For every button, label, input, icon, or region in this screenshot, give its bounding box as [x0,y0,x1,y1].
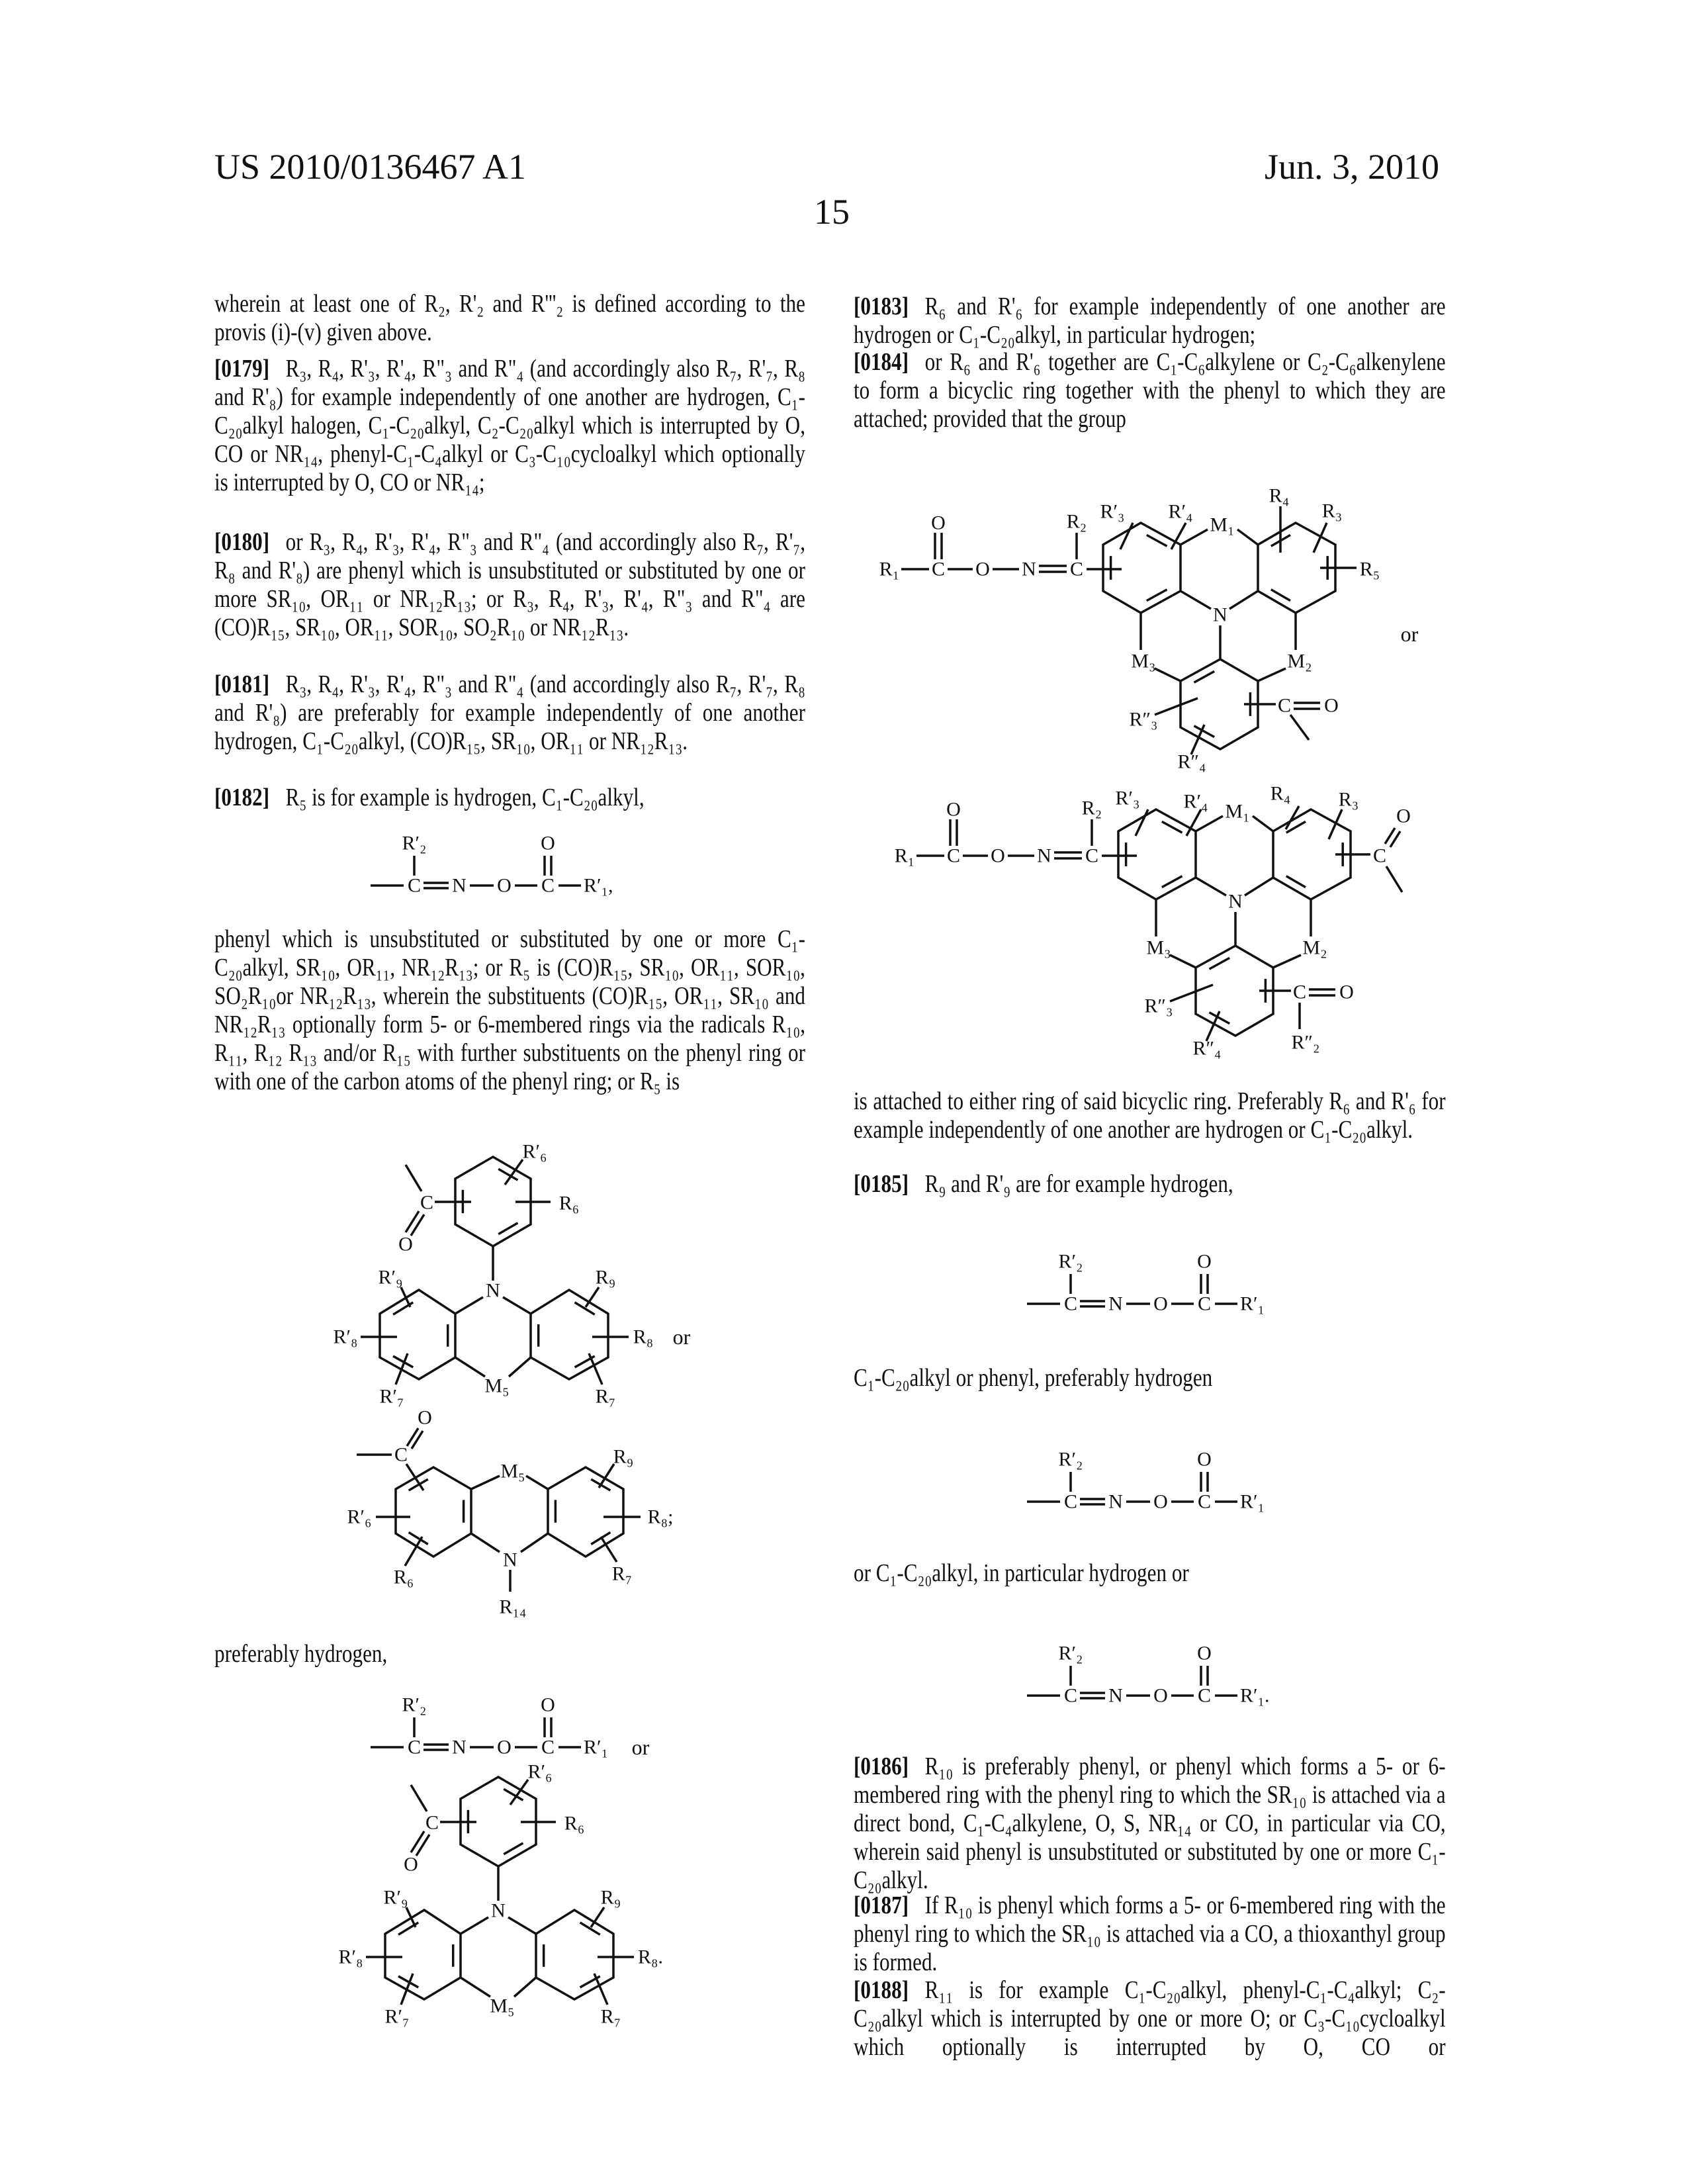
atom-label: R₄ [1269,485,1289,507]
paragraph-text: R₁₁ is for example C₁-C₂₀alkyl, phenyl-C₁-C₄alkyl; C₂-C₂₀alkyl which is interrupted by one or more O; or C₃-C₁₀cycloalkyl which optionally is interrupted by O, CO or [854,1976,1446,2061]
atom-label: R₇ [612,1563,632,1585]
atom-label: R′₁ [1240,1293,1265,1315]
atom-label: O [1324,695,1339,717]
paragraph-number: [0179] [214,355,269,383]
atom-label: R′₆ [522,1141,547,1163]
atom-label: O [1153,1491,1168,1513]
patent-number: US 2010/0136467 A1 [214,147,526,187]
paragraph-number: [0188] [854,1976,909,2004]
benzene-ring [380,1290,455,1379]
atom-label: R′₆ [527,1761,552,1783]
oxime-fragment [1027,1643,1270,1707]
atom-label: C [1070,559,1083,580]
atom-label: R′₇ [379,1386,404,1408]
atom-label: R′₂ [402,1694,426,1716]
atom-label: R₃ [1339,789,1359,811]
atom-label: C [1198,1293,1211,1315]
paragraph-number: [0181] [214,670,269,698]
atom-label: N [1022,559,1036,580]
atom-label: R₉ [596,1267,615,1289]
atom-label: O [1153,1293,1168,1315]
atom-label: R′₈ [338,1946,363,1968]
atom-label: M₃ [1131,651,1155,672]
or-text: or [673,1325,691,1349]
benzene-ring [548,1467,623,1557]
atom-label: C [541,875,555,897]
atom-label: R₂ [1082,797,1102,819]
structure-phenazine [347,1407,673,1618]
atom-label: C [1198,1491,1211,1513]
atom-label: R′₂ [1058,1251,1083,1273]
atom-label: R′₉ [383,1887,408,1909]
atom-label: M₂ [1287,651,1312,672]
preferably-text: preferably hydrogen, [214,1640,805,1668]
atom-label: R₆ [559,1193,579,1214]
atom-label: R′₆ [347,1506,371,1528]
paragraph-number: [0183] [854,293,909,320]
atom-label: R₈. [638,1946,663,1968]
structure-triarylamine-bridged [879,485,1419,773]
atom-label: C [947,845,960,867]
oxime-fragment [1027,1449,1265,1513]
atom-label: R″₃ [1145,995,1173,1017]
paragraph-number: [0187] [854,1891,909,1919]
atom-label: R′₈ [333,1326,357,1348]
atom-label: C [1198,1685,1211,1707]
atom-label: C [1064,1491,1077,1513]
atom-label: R′₂ [402,833,426,854]
atom-label: R′₂ [1058,1643,1083,1664]
alkyl-hydrogen-text: or C₁-C₂₀alkyl, in particular hydrogen or [854,1559,1446,1588]
atom-label: O [541,1694,555,1716]
atom-label: O [497,1737,512,1758]
atom-label: R₉ [601,1887,621,1909]
structure-triarylamine-bridged-2 [895,783,1411,1060]
atom-label: N [452,1737,467,1758]
atom-label: R₈ [633,1326,653,1348]
atom-label: O [975,559,990,580]
atom-label: R₇ [601,2006,621,2028]
atom-label: R₃ [1322,500,1342,522]
paragraph-number: [0185] [854,1170,909,1198]
atom-label: R′₉ [378,1267,402,1289]
atom-label: R₁ [895,845,914,867]
atom-label: C [1278,695,1291,717]
paragraph-text: R₆ and R'₆ for example independently of one another are hydrogen or C₁-C₂₀alkyl, in particular hydrogen; [854,293,1446,349]
atom-label: C [420,1192,433,1214]
atom-label: R₇ [596,1386,615,1408]
atom-label: O [497,875,512,897]
atom-label: R₆ [394,1567,414,1588]
atom-label: O [418,1407,432,1429]
oxime-fragment [1027,1251,1265,1315]
atom-label: C [394,1444,408,1466]
paragraph-text: R₁₀ is preferably phenyl, or phenyl which forms a 5- or 6-membered ring with the phenyl ring to which the SR₁₀ is attached via a direct bond, C₁-C₄alkylene, O, S, NR₁₄ or CO, in particular via CO, wherein said phenyl is unsubstituted or substituted by one or more C₁-C₂₀alkyl. [854,1752,1446,1894]
atom-label: R₁ [879,559,899,580]
atom-label: O [1197,1449,1212,1471]
atom-label: R′₄ [1168,501,1192,523]
benzene-ring [1103,523,1181,613]
paragraph-text: R₃, R₄, R'₃, R'₄, R"₃ and R"₄ (and accordingly also R₇, R'₇, R₈ and R'₈) for example independently of one another are hydrogen, C₁-C₂₀alkyl halogen, C₁-C₂₀alkyl, C₂-C₂₀alkyl which is interrupted by O, CO or NR₁₄, phenyl-C₁-C₄alkyl or C₃-C₁₀cycloalkyl which optionally is interrupted by O, CO or NR₁₄; [214,355,805,496]
or-text: or [1401,622,1419,646]
atom-label: R″₃ [1130,709,1158,731]
or-text: or [632,1735,650,1759]
atom-label: N [1228,891,1243,913]
atom-label: R₅ [1360,559,1380,580]
atom-label: R′₃ [1115,788,1139,809]
atom-label: O [991,845,1005,867]
atom-label: R″₄ [1178,751,1206,773]
paragraph-number: [0182] [214,784,269,811]
atom-label: C [1064,1293,1077,1315]
paragraph-number: [0184] [854,348,909,376]
structure-phenothiazine-n-aryl-2 [338,1761,663,2028]
atom-label: R₆ [564,1813,584,1835]
paragraph-0182-continued: phenyl which is unsubstituted or substituted by one or more C₁-C₂₀alkyl, SR₁₀, OR₁₁, NR₁₂R₁₃; or R₅ is (CO)R₁₅, SR₁₀, OR₁₁, SOR₁₀, SO₂R₁₀or NR₁₂R₁₃, wherein the substituents (CO)R₁₅, OR₁₁, SR₁₀ and NR₁₂R₁₃ optionally form 5- or 6-membered rings via the radicals R₁₀, R₁₁, R₁₂ R₁₃ and/or R₁₅ with further substituents on the phenyl ring or with one of the carbon atoms of the phenyl ring; or R₅ is [214,925,805,1096]
atom-label: M₁ [1210,514,1234,536]
atom-label: R₁₄ [500,1596,527,1618]
benzene-ring [531,1290,608,1379]
paragraph-continuation: wherein at least one of R₂, R'₂ and R'''₂ is defined according to the provis (i)-(v) given above. [214,290,805,347]
atom-label: R′₁. [1240,1685,1270,1707]
atom-label: O [1396,805,1411,827]
attached-text: is attached to either ring of said bicyclic ring. Preferably R₆ and R'₆ for example independently of one another are hydrogen or C₁-C₂₀alkyl. [854,1087,1446,1144]
atom-label: O [404,1854,418,1876]
page-number: 15 [814,192,850,232]
atom-label: R′₄ [1183,791,1208,813]
atom-label: R′₁, [584,875,613,897]
atom-label: M₃ [1146,937,1171,959]
publication-date: Jun. 3, 2010 [1265,147,1439,187]
atom-label: R′₁ [584,1737,608,1758]
paragraph-number: [0180] [214,528,269,556]
atom-label: M₂ [1302,937,1327,959]
atom-label: R′₇ [384,2006,409,2028]
alkyl-or-phenyl-text: C₁-C₂₀alkyl or phenyl, preferably hydrogen [854,1364,1446,1392]
structure-phenothiazine-n-aryl [333,1141,690,1408]
atom-label: N [503,1549,517,1571]
atom-label: C [1373,845,1386,867]
atom-label: R₄ [1270,783,1290,805]
chemical-structures [0,0,1694,2184]
atom-label: N [1108,1293,1123,1315]
atom-label: C [408,875,421,897]
atom-label: C [1085,845,1098,867]
atom-label: N [1213,604,1227,626]
benzene-ring [396,1467,471,1557]
atom-label: R₈; [648,1506,674,1528]
benzene-ring [1118,809,1196,899]
atom-label: N [1108,1491,1123,1513]
atom-label: R₉ [613,1446,633,1468]
paragraph-number: [0186] [854,1752,909,1780]
atom-label: O [946,799,961,821]
atom-label: M₁ [1225,801,1249,823]
atom-label: R′₃ [1100,501,1124,523]
paragraph-text: R₃, R₄, R'₃, R'₄, R"₃ and R"₄ (and accordingly also R₇, R'₇, R₈ and R'₈) are preferably for example independently of one another hydrogen, C₁-C₂₀alkyl, (CO)R₁₅, SR₁₀, OR₁₁ or NR₁₂R₁₃. [214,670,805,755]
benzene-ring [385,1910,461,1999]
atom-label: N [1108,1685,1123,1707]
atom-label: O [1197,1251,1212,1273]
atom-label: O [1197,1643,1212,1664]
atom-label: C [541,1737,555,1758]
atom-label: R″₄ [1193,1038,1222,1060]
atom-label: C [1064,1685,1077,1707]
atom-label: O [931,512,946,534]
atom-label: M₅ [490,1995,514,2017]
paragraph-text: If R₁₀ is phenyl which forms a 5- or 6-membered ring with the phenyl ring to which the SR₁₀ is attached via a CO, a thioxanthyl group is formed. [854,1891,1446,1976]
atom-label: O [541,833,555,854]
atom-label: C [932,559,945,580]
paragraph-text: R₉ and R'₉ are for example hydrogen, [925,1170,1233,1198]
atom-label: M₅ [484,1375,509,1397]
atom-label: M₅ [500,1461,525,1482]
atom-label: C [1293,981,1306,1003]
oxime-fragment [371,833,613,897]
paragraph-text: or R₆ and R'₆ together are C₁-C₆alkylene or C₂-C₆alkenylene to form a bicyclic ring together with the phenyl to which they are attached; provided that the group [854,348,1446,433]
atom-label: N [486,1280,500,1302]
atom-label: R₂ [1067,511,1087,533]
patent-page [0,0,1694,2184]
atom-label: N [1037,845,1051,867]
atom-label: N [491,1900,506,1922]
atom-label: R″₂ [1292,1032,1320,1054]
atom-label: R′₁ [1240,1491,1265,1513]
benzene-ring [536,1910,613,1999]
atom-label: O [398,1234,413,1255]
atom-label: O [1153,1685,1168,1707]
atom-label: N [452,875,467,897]
atom-label: R′₂ [1058,1449,1083,1471]
oxime-fragment [371,1694,650,1760]
atom-label: C [408,1737,421,1758]
atom-label: C [425,1812,439,1834]
atom-label: O [1339,981,1354,1003]
paragraph-text: or R₃, R₄, R'₃, R'₄, R"₃ and R"₄ (and accordingly also R₇, R'₇, R₈ and R'₈) are phenyl which is unsubstituted or substituted by one or more SR₁₀, OR₁₁ or NR₁₂R₁₃; or R₃, R₄, R'₃, R'₄, R"₃ and R"₄ are (CO)R₁₅, SR₁₀, OR₁₁, SOR₁₀, SO₂R₁₀ or NR₁₂R₁₃. [214,528,805,641]
paragraph-text: R₅ is for example is hydrogen, C₁-C₂₀alkyl, [286,784,645,811]
